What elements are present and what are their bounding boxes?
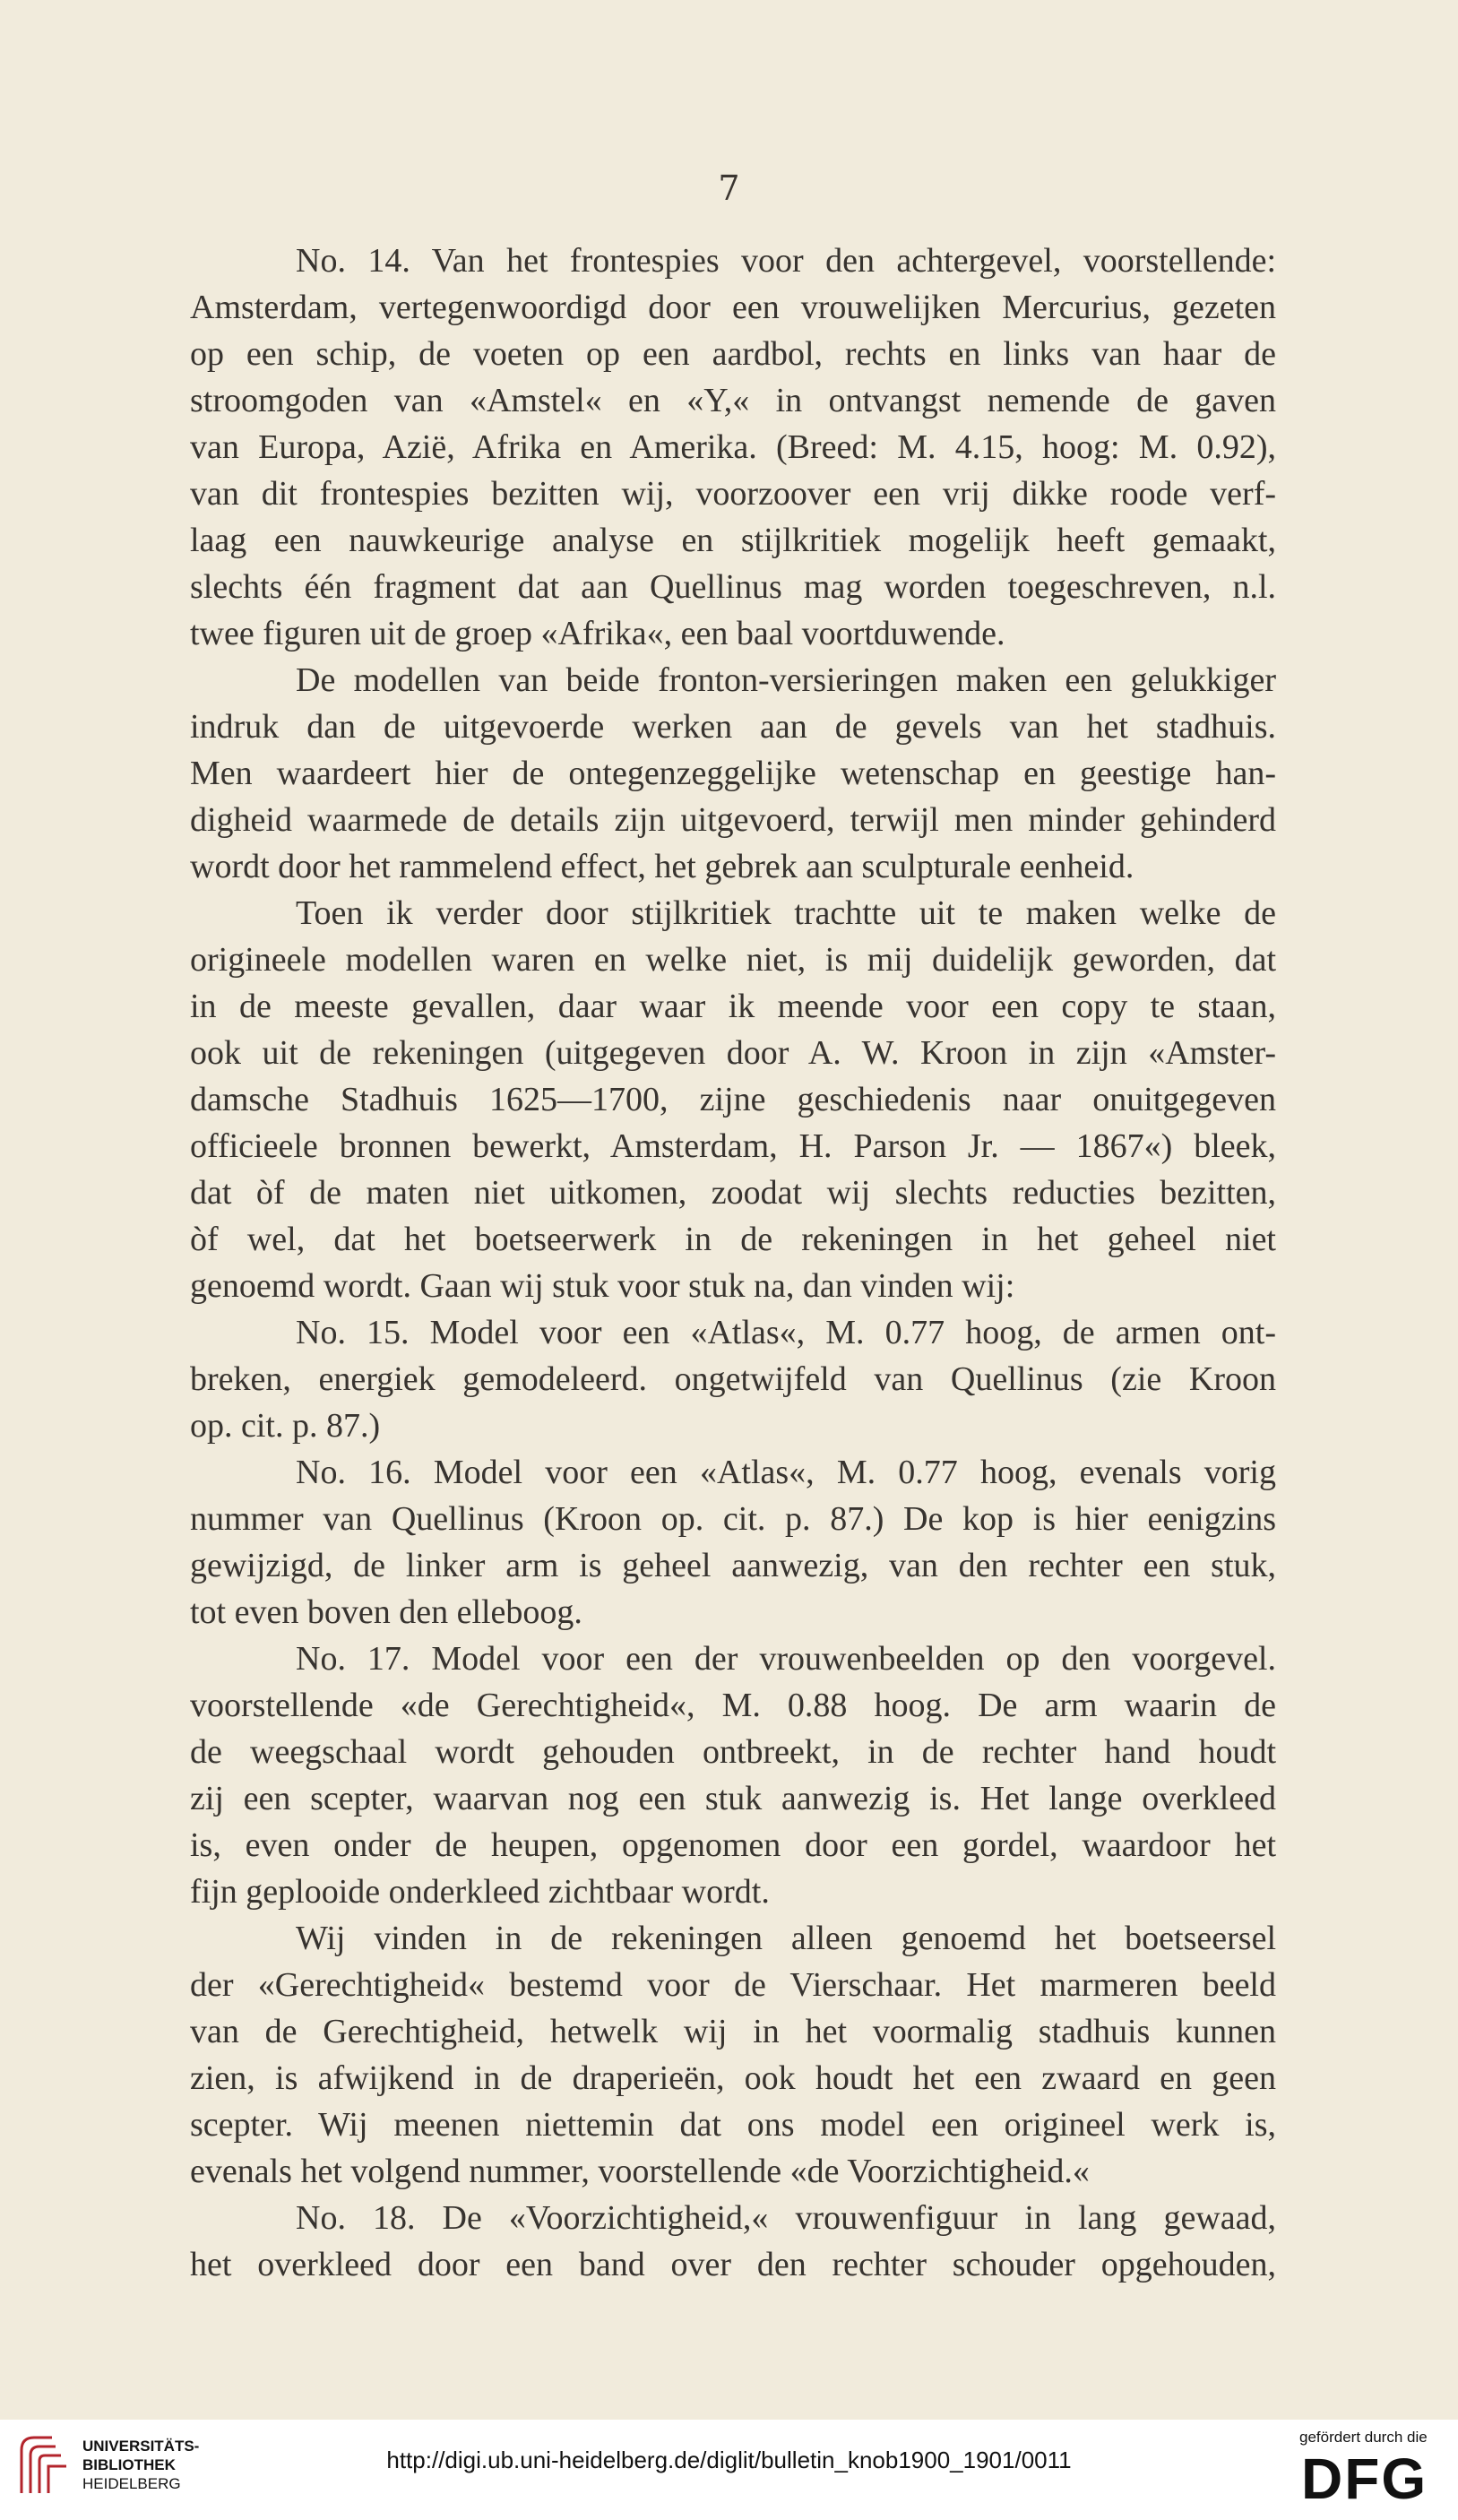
- text-line: stroomgoden van «Amstel« en «Y,« in ontvangst nemende de gaven: [190, 382, 1276, 419]
- text-line: ook uit de rekeningen (uitgegeven door A. W. Kroon in zijn «Amster-: [190, 1034, 1276, 1072]
- text-line: breken, energiek gemodeleerd. ongetwijfeld van Quellinus (zie Kroon: [190, 1360, 1276, 1398]
- text-line: No. 17. Model voor een der vrouwenbeelden op den voorgevel.: [296, 1640, 1276, 1678]
- text-line: tot even boven den elleboog.: [190, 1593, 582, 1631]
- page-number: 7: [718, 168, 740, 208]
- text-line: de weegschaal wordt gehouden ontbreekt, in de rechter hand houdt: [190, 1733, 1276, 1771]
- text-line: Men waardeert hier de ontegenzeggelijke wetenschap en geestige han-: [190, 755, 1276, 792]
- text-line: fijn geplooide onderkleed zichtbaar wordt.: [190, 1873, 770, 1911]
- paragraph: [190, 890, 1276, 1309]
- text-line: laag een nauwkeurige analyse en stijlkritiek mogelijk heeft gemaakt,: [190, 522, 1276, 559]
- body-text: [190, 237, 1276, 2288]
- text-line: twee figuren uit de groep «Afrika«, een baal voortduwende.: [190, 615, 1005, 652]
- text-line: No. 15. Model voor een «Atlas«, M. 0.77 hoog, de armen ont-: [296, 1314, 1276, 1351]
- dfg-logo: DFG: [1301, 2447, 1428, 2511]
- paragraph: [190, 657, 1276, 890]
- text-line: zien, is afwijkend in de draperieën, ook houdt het een zwaard en geen: [190, 2059, 1276, 2097]
- text-line: De modellen van beide fronton-versieringen maken een gelukkiger: [296, 661, 1276, 699]
- paragraph: [190, 1915, 1276, 2195]
- text-line: genoemd wordt. Gaan wij stuk voor stuk na, dan vinden wij:: [190, 1267, 1015, 1305]
- text-line: slechts één fragment dat aan Quellinus mag worden toegeschreven, n.l.: [190, 568, 1276, 606]
- text-line: òf wel, dat het boetseerwerk in de rekeningen in het geheel niet: [190, 1221, 1276, 1258]
- text-line: gewijzigd, de linker arm is geheel aanwezig, van den rechter een stuk,: [190, 1547, 1276, 1584]
- paragraph: [190, 1635, 1276, 1915]
- text-line: No. 18. De «Voorzichtigheid,« vrouwenfiguur in lang gewaad,: [296, 2199, 1276, 2237]
- text-line: van de Gerechtigheid, hetwelk wij in het voormalig stadhuis kunnen: [190, 2013, 1276, 2050]
- text-line: indruk dan de uitgevoerde werken aan de gevels van het stadhuis.: [190, 708, 1276, 746]
- text-line: wordt door het rammelend effect, het gebrek aan sculpturale eenheid.: [190, 848, 1134, 885]
- text-line: van Europa, Azië, Afrika en Amerika. (Breed: M. 4.15, hoog: M. 0.92),: [190, 428, 1276, 466]
- text-line: digheid waarmede de details zijn uitgevoerd, terwijl men minder gehinderd: [190, 801, 1276, 839]
- text-line: voorstellende «de Gerechtigheid«, M. 0.88 hoog. De arm waarin de: [190, 1687, 1276, 1724]
- text-line: is, even onder de heupen, opgenomen door een gordel, waardoor het: [190, 1826, 1276, 1864]
- text-line: Amsterdam, vertegenwoordigd door een vrouwelijken Mercurius, gezeten: [190, 289, 1276, 326]
- source-url-link[interactable]: http://digi.ub.uni-heidelberg.de/diglit/bulletin_knob1900_1901/0011: [386, 2447, 1072, 2473]
- text-line: nummer van Quellinus (Kroon op. cit. p. 87.) De kop is hier eenigzins: [190, 1500, 1276, 1538]
- paragraph: [190, 237, 1276, 657]
- paragraph: [190, 1309, 1276, 1449]
- paragraph: [190, 2195, 1276, 2288]
- text-line: op een schip, de voeten op een aardbol, rechts en links van haar de: [190, 335, 1276, 373]
- text-line: No. 16. Model voor een «Atlas«, M. 0.77 hoog, evenals vorig: [296, 1454, 1276, 1491]
- library-name-line-2: BIBLIOTHEK: [82, 2456, 176, 2473]
- text-line: damsche Stadhuis 1625—1700, zijne geschiedenis naar onuitgegeven: [190, 1081, 1276, 1118]
- funding-note: gefördert durch die: [1299, 2429, 1428, 2446]
- text-line: origineele modellen waren en welke niet, is mij duidelijk geworden, dat: [190, 941, 1276, 979]
- text-line: op. cit. p. 87.): [190, 1407, 381, 1445]
- text-line: No. 14. Van het frontespies voor den achtergevel, voorstellende:: [296, 242, 1276, 280]
- text-line: Toen ik verder door stijlkritiek trachtte uit te maken welke de: [296, 894, 1276, 932]
- text-line: zij een scepter, waarvan nog een stuk aanwezig is. Het lange overkleed: [190, 1780, 1276, 1817]
- text-line: evenals het volgend nummer, voorstellende «de Voorzichtigheid.«: [190, 2153, 1090, 2190]
- text-line: het overkleed door een band over den rechter schouder opgehouden,: [190, 2246, 1276, 2283]
- library-name-line-1: UNIVERSITÄTS-: [82, 2438, 200, 2455]
- text-line: in de meeste gevallen, daar waar ik meende voor een copy te staan,: [190, 988, 1276, 1025]
- library-name-line-3: HEIDELBERG: [82, 2475, 181, 2492]
- text-line: der «Gerechtigheid« bestemd voor de Vierschaar. Het marmeren beeld: [190, 1966, 1276, 2004]
- text-line: van dit frontespies bezitten wij, voorzoover een vrij dikke roode verf-: [190, 475, 1276, 513]
- paragraph: [190, 1449, 1276, 1635]
- text-line: officieele bronnen bewerkt, Amsterdam, H. Parson Jr. — 1867«) bleek,: [190, 1127, 1276, 1165]
- text-line: dat òf de maten niet uitkomen, zoodat wij slechts reducties bezitten,: [190, 1174, 1276, 1212]
- text-line: scepter. Wij meenen niettemin dat ons model een origineel werk is,: [190, 2106, 1276, 2144]
- text-line: Wij vinden in de rekeningen alleen genoemd het boetseersel: [296, 1920, 1276, 1957]
